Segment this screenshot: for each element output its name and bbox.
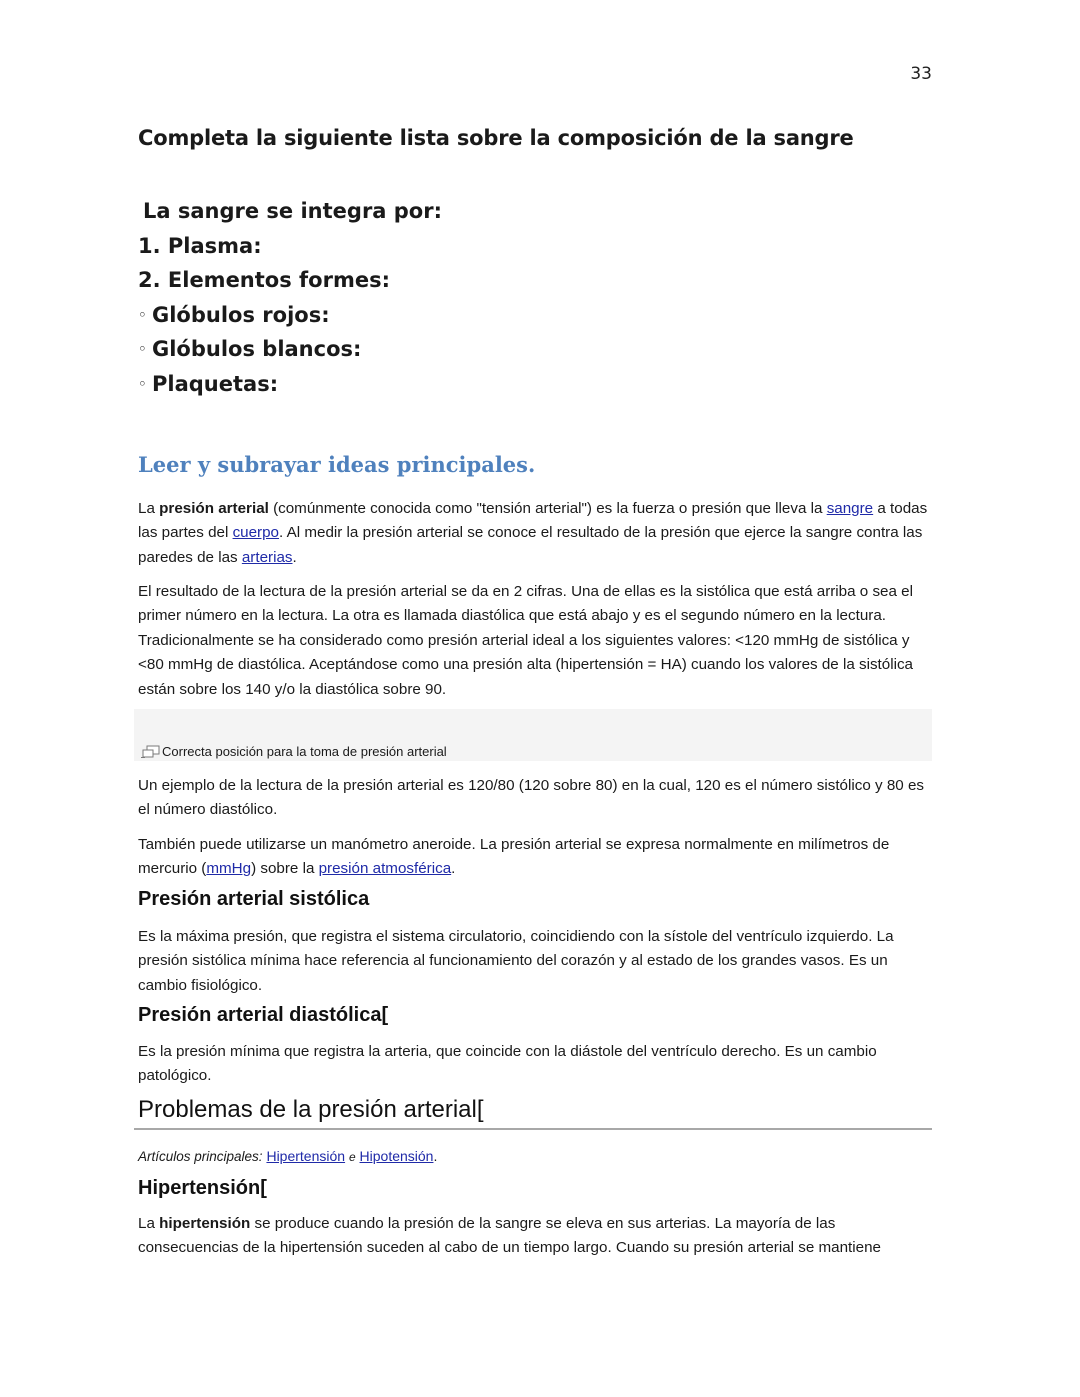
diastolic-heading: Presión arterial diastólica[: [138, 1004, 389, 1026]
sub-item-red-cells: [138, 298, 442, 333]
problems-heading: Problemas de la presión arterial[: [138, 1096, 484, 1123]
caption-text: Correcta posición para la toma de presión arterial: [162, 744, 447, 759]
link-cuerpo[interactable]: cuerpo: [232, 524, 280, 542]
list-intro: La sangre se integra por:: [143, 199, 442, 223]
link-sangre[interactable]: sangre: [826, 500, 874, 517]
paragraph-hypertension: La hipertensión se produce cuando la presión de la sangre se eleva en sus arterias. La mayoría de las consecuencias de la hipertensión suceden al cabo de un tiempo largo. Cuando su presión arterial se mantiene: [138, 1215, 881, 1257]
sub-item-platelets: [138, 367, 442, 402]
link-atmospheric-pressure[interactable]: presión atmosférica: [318, 860, 452, 878]
bold-term: presión arterial: [159, 500, 269, 517]
list-item-plasma: 1. Plasma:: [138, 233, 262, 258]
sub-item-label: Glóbulos blancos:: [152, 337, 362, 362]
bullet-icon: ◦: [138, 340, 147, 359]
sub-item-label: Glóbulos rojos:: [152, 302, 330, 327]
link-arterias[interactable]: arterias: [241, 548, 293, 566]
bullet-icon: ◦: [138, 305, 147, 324]
link-mmhg[interactable]: mmHg: [206, 860, 252, 878]
paragraph-aneroid: También puede utilizarse un manómetro aneroide. La presión arterial se expresa normalmente en milímetros de mercurio (mmHg) sobre la presión atmosférica.: [138, 836, 890, 878]
paragraph-systolic: Es la máxima presión, que registra el sistema circulatorio, coincidiendo con la sístole del ventrículo izquierdo. La presión sistólica mínima hace referencia al funcionamiento del corazón y al estado de los grandes vasos. Es un cambio fisiológico.: [138, 928, 894, 994]
broken-image-icon: [141, 745, 161, 759]
hypertension-heading: Hipertensión[: [138, 1177, 267, 1199]
main-articles-note: Artículos principales: Hipertensión e Hipotensión.: [138, 1148, 438, 1164]
bullet-icon: ◦: [138, 374, 147, 393]
task-title: Completa la siguiente lista sobre la composición de la sangre: [138, 126, 854, 150]
paragraph-reading-values: El resultado de la lectura de la presión arterial se da en 2 cifras. Una de ellas es la sistólica que está arriba o sea el primer número en la lectura. La otra es llamada diastólica que está abajo y es el segundo número en la lectura. Tradicionalmente se ha considerado como presión arterial ideal a los siguientes valores: <120 mmHg de sistólica y <80 mmHg de diastólica. Aceptándose como una presión alta (hipertensión = HA) cuando los valores de la sistólica están sobre los 140 y/o la diastólica sobre 90.: [138, 583, 913, 698]
image-caption: [141, 744, 447, 759]
reading-heading: Leer y subrayar ideas principales.: [138, 452, 536, 477]
heading-divider: [134, 1128, 932, 1130]
page-number: 33: [910, 64, 932, 84]
sub-item-white-cells: [138, 332, 442, 367]
bold-term: hipertensión: [159, 1215, 251, 1232]
link-hipertension[interactable]: Hipertensión: [266, 1148, 346, 1164]
link-hipotension[interactable]: Hipotensión: [359, 1148, 434, 1164]
paragraph-blood-pressure-definition: La presión arterial (comúnmente conocida como "tensión arterial") es la fuerza o presión que lleva la sangre a todas las partes del cuerpo. Al medir la presión arterial se conoce el resultado de la presión que ejerce la sangre contra las paredes de las arterias.: [138, 500, 928, 566]
sub-item-label: Plaquetas:: [152, 371, 279, 396]
systolic-heading: Presión arterial sistólica: [138, 888, 370, 910]
paragraph-example: Un ejemplo de la lectura de la presión arterial es 120/80 (120 sobre 80) en la cual, 120 es el número sistólico y 80 es el número diastólico.: [138, 777, 924, 819]
list-item-formed-elements: 2. Elementos formes:: [138, 268, 390, 293]
paragraph-diastolic: Es la presión mínima que registra la arteria, que coincide con la diástole del ventrículo derecho. Es un cambio patológico.: [138, 1043, 877, 1085]
blood-composition-list: [138, 194, 442, 402]
